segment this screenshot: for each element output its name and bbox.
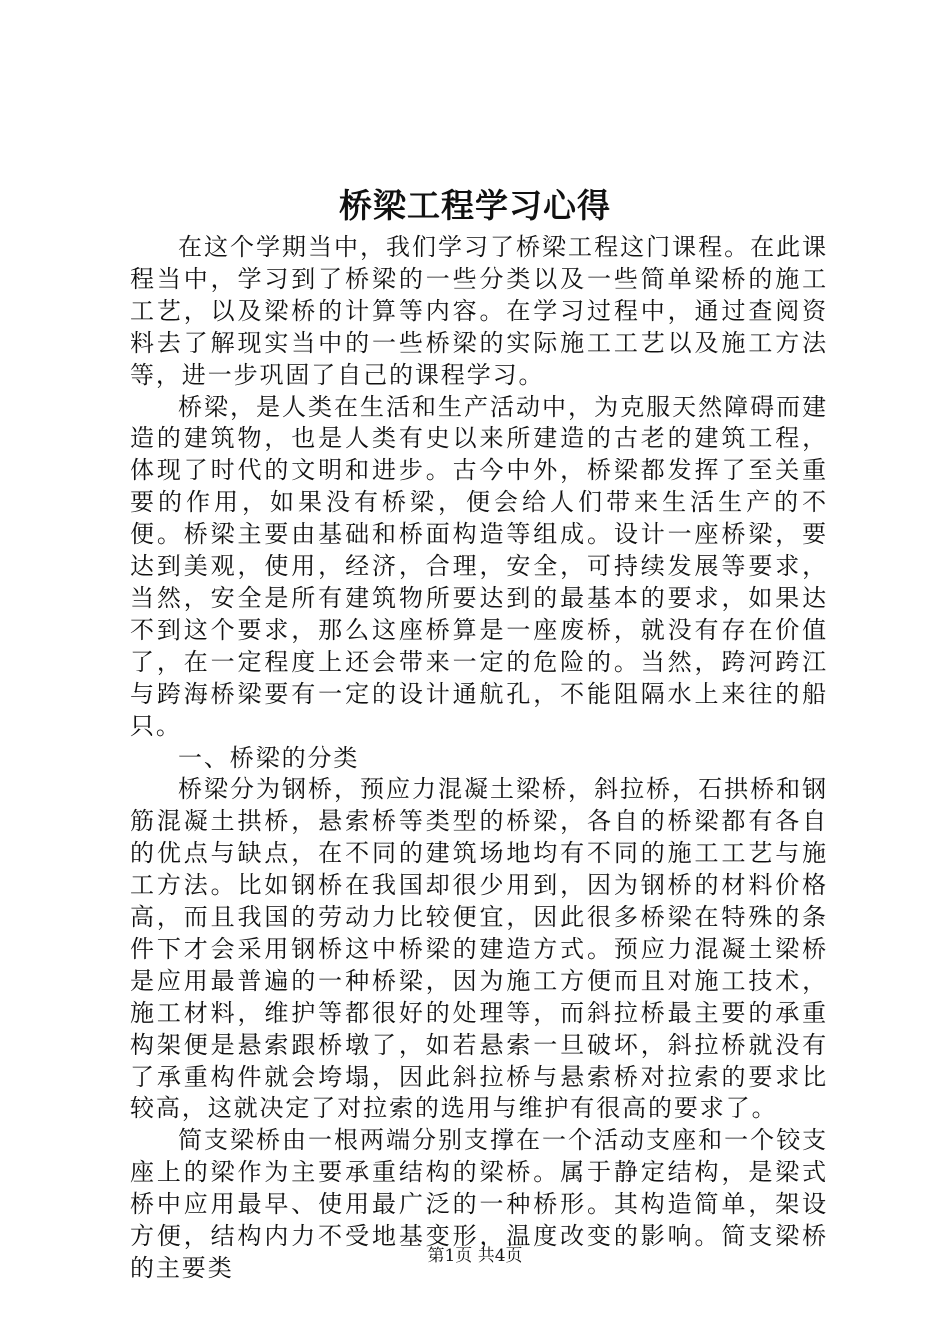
paragraph-bridge-overview: 桥梁，是人类在生活和生产活动中，为克服天然障碍而建造的建筑物，也是人类有史以来所建造的古老的建筑工程，体现了时代的文明和进步。古今中外，桥梁都发挥了至关重要的作用，如果没有桥梁，便会给人们带来生活生产的不便。桥梁主要由基础和桥面构造等组成。设计一座桥梁，要达到美观，使用，经济，合理，安全，可持续发展等要求，当然，安全是所有建筑物所要达到的最基本的要求，如果达不到这个要求，那么这座桥算是一座废桥，就没有存在价值了，在一定程度上还会带来一定的危险的。当然，跨河跨江与跨海桥梁要有一定的设计通航孔，不能阻隔水上来往的船只。 [130,392,828,740]
paragraph-intro: 在这个学期当中，我们学习了桥梁工程这门课程。在此课程当中，学习到了桥梁的一些分类以及一些简单梁桥的施工工艺，以及梁桥的计算等内容。在学习过程中，通过查阅资料去了解现实当中的一些桥梁的实际施工工艺以及施工方法等，进一步巩固了自己的课程学习。 [130,233,828,389]
section-heading-classification: 一、桥梁的分类 [178,743,360,772]
page-footer: 第1页 共4页 [427,1246,523,1266]
document-title: 桥梁工程学习心得 [339,186,611,225]
document-body [130,232,828,1285]
paragraph-simply-supported-beam: 简支梁桥由一根两端分别支撑在一个活动支座和一个铰支座上的梁作为主要承重结构的梁桥。属于静定结构，是梁式桥中应用最早、使用最广泛的一种桥形。其构造简单，架设方便，结构内力不受地基变形，温度改变的影响。简支梁桥的主要类 [130,1126,828,1282]
paragraph-bridge-types: 桥梁分为钢桥，预应力混凝土梁桥，斜拉桥，石拱桥和钢筋混凝土拱桥，悬索桥等类型的桥梁，各自的桥梁都有各自的优点与缺点，在不同的建筑场地均有不同的施工工艺与施工方法。比如钢桥在我国却很少用到，因为钢桥的材料价格高，而且我国的劳动力比较便宜，因此很多桥梁在特殊的条件下才会采用钢桥这中桥梁的建造方式。预应力混凝土梁桥是应用最普遍的一种桥梁，因为施工方便而且对施工技术，施工材料，维护等都很好的处理等，而斜拉桥最主要的承重构架便是悬索跟桥墩了，如若悬索一旦破坏，斜拉桥就没有了承重构件就会垮塌，因此斜拉桥与悬索桥对拉索的要求比较高，这就决定了对拉索的选用与维护有很高的要求了。 [130,775,828,1123]
